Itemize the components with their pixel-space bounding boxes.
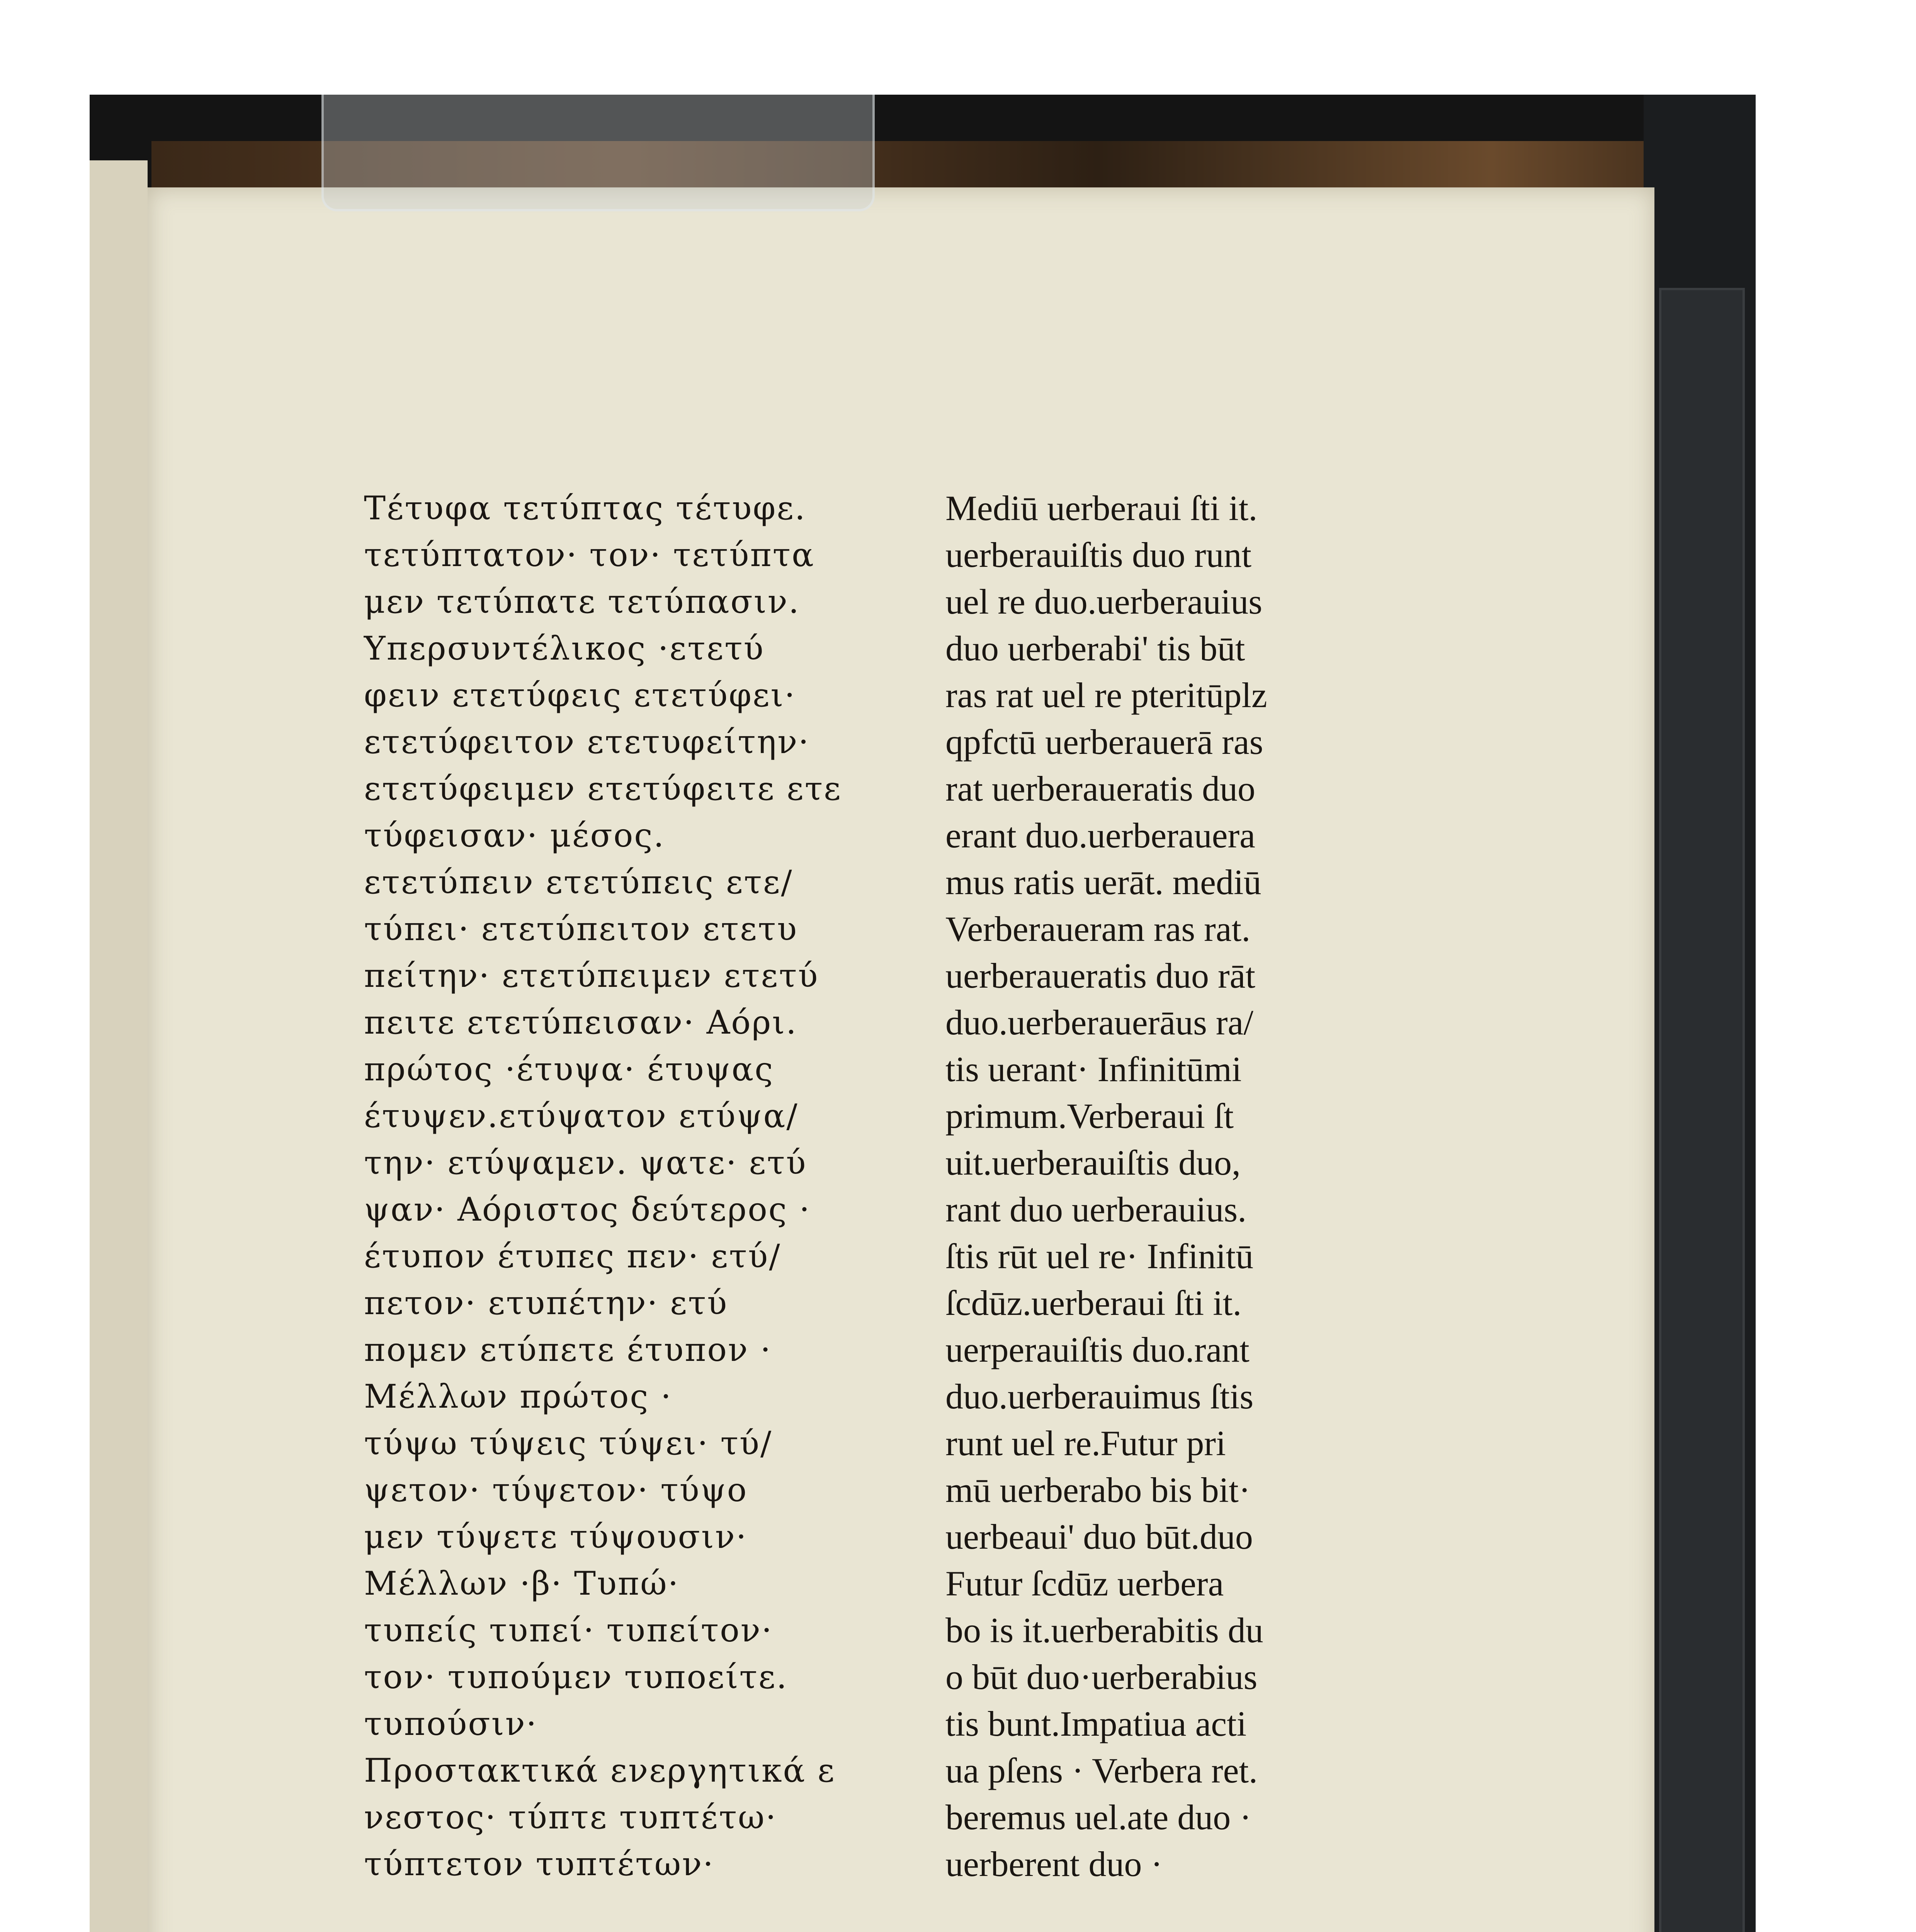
text-line: tis bunt.Impatiua acti — [945, 1704, 1247, 1743]
text-line: Μέλλων πρώτος · — [364, 1378, 672, 1415]
text-line: τύπτετον τυπτέτων· — [364, 1845, 715, 1883]
text-line: τυπείς τυπεί· τυπείτον· — [364, 1611, 773, 1649]
text-line: ua pſens · Verbera ret. — [945, 1751, 1258, 1790]
text-line: την· ετύψαμεν. ψατε· ετύ — [364, 1144, 807, 1182]
text-line: τύφεισαν· μέσος. — [364, 816, 665, 854]
text-line: μεν τύψετε τύψουσιν· — [364, 1518, 748, 1556]
text-line: πετον· ετυπέτην· ετύ — [364, 1284, 728, 1322]
text-line: τετύπτατον· τον· τετύπτα — [364, 536, 815, 574]
scan-frame — [90, 95, 1756, 1932]
text-line: πομεν ετύπετε έτυπον · — [364, 1331, 772, 1369]
text-line: ετετύφειτον ετετυφείτην· — [364, 723, 810, 761]
text-line: ras rat uel re pteritūplz — [945, 675, 1267, 715]
text-line: έτυψεν.ετύψατον ετύψα/ — [364, 1097, 799, 1135]
text-line: uit.uerberauiſtis duo, — [945, 1143, 1241, 1182]
text-line: πείτην· ετετύπειμεν ετετύ — [364, 957, 819, 995]
text-line: Verberaueram ras rat. — [945, 909, 1251, 949]
text-line: uerberaueratis duo rāt — [945, 956, 1256, 995]
text-line: runt uel re.Futur pri — [945, 1423, 1226, 1463]
text-line: mū uerberabo bis bit· — [945, 1470, 1251, 1510]
text-line: duo.uerberauerāus ra/ — [945, 1003, 1253, 1042]
text-line: τύψω τύψεις τύψει· τύ/ — [364, 1424, 773, 1462]
text-line: Μέλλων ·β· Τυπώ· — [364, 1565, 680, 1602]
text-line: Futur ſcdūz uerbera — [945, 1564, 1224, 1603]
text-line: rant duo uerberauius. — [945, 1190, 1247, 1229]
text-line: ψετον· τύψετον· τύψο — [364, 1471, 748, 1509]
text-line: νεστος· τύπτε τυπτέτω· — [364, 1798, 777, 1836]
text-line: mus ratis uerāt. mediū — [945, 862, 1261, 902]
text-line: ſcdūz.uerberaui ſti it. — [945, 1283, 1242, 1323]
greek-text-column — [364, 485, 920, 1888]
text-line: Υπερσυντέλικος ·ετετύ — [364, 629, 765, 667]
text-line: ψαν· Αόριστος δεύτερος · — [364, 1190, 811, 1228]
text-line: πρώτος ·έτυψα· έτυψας — [364, 1050, 774, 1088]
text-line: uerperauiſtis duo.rant — [945, 1330, 1250, 1369]
text-line: ετετύπειν ετετύπεις ετε/ — [364, 863, 793, 901]
text-line: Προστακτικά ενεργητικά ε — [364, 1752, 836, 1789]
text-line: o būt duo·uerberabius — [945, 1657, 1258, 1697]
text-line: primum.Verberaui ſt — [945, 1096, 1234, 1136]
text-line: τύπει· ετετύπειτον ετετυ — [364, 910, 798, 948]
page-clip-top — [321, 95, 875, 211]
text-line: duo.uerberauimus ſtis — [945, 1377, 1254, 1416]
text-line: uel re duo.uerberauius — [945, 582, 1263, 621]
text-line: μεν τετύπατε τετύπασιν. — [364, 583, 800, 621]
scanner-rail — [1644, 95, 1756, 1932]
text-line: τυπούσιν· — [364, 1705, 538, 1743]
facing-page-edge — [90, 160, 148, 1932]
text-line: έτυπον έτυπες πεν· ετύ/ — [364, 1237, 781, 1275]
book-page — [148, 187, 1654, 1932]
text-line: qpfctū uerberauerā ras — [945, 722, 1263, 762]
text-line: erant duo.uerberauera — [945, 816, 1255, 855]
text-line: Τέτυφα τετύπτας τέτυφε. — [364, 489, 806, 527]
text-line: uerbeaui' duo būt.duo — [945, 1517, 1253, 1556]
text-line: ετετύφειμεν ετετύφειτε ετε — [364, 770, 842, 808]
text-line: uerberent duo · — [945, 1844, 1163, 1884]
text-line: Mediū uerberaui ſti it. — [945, 488, 1258, 528]
text-line: ſtis rūt uel re· Infinitū — [945, 1236, 1254, 1276]
text-line: duo uerberabi' tis būt — [945, 629, 1245, 668]
text-line: πειτε ετετύπεισαν· Αόρι. — [364, 1003, 797, 1041]
text-line: uerberauiſtis duo runt — [945, 535, 1252, 575]
text-line: beremus uel.ate duo · — [945, 1798, 1251, 1837]
text-line: φειν ετετύφεις ετετύφει· — [364, 676, 796, 714]
text-line: τον· τυπούμεν τυποείτε. — [364, 1658, 788, 1696]
text-line: bo is it.uerberabitis du — [945, 1611, 1263, 1650]
text-line: tis uerant· Infinitūmi — [945, 1049, 1242, 1089]
text-line: rat uerberaueratis duo — [945, 769, 1256, 808]
latin-text-column — [945, 485, 1459, 1888]
